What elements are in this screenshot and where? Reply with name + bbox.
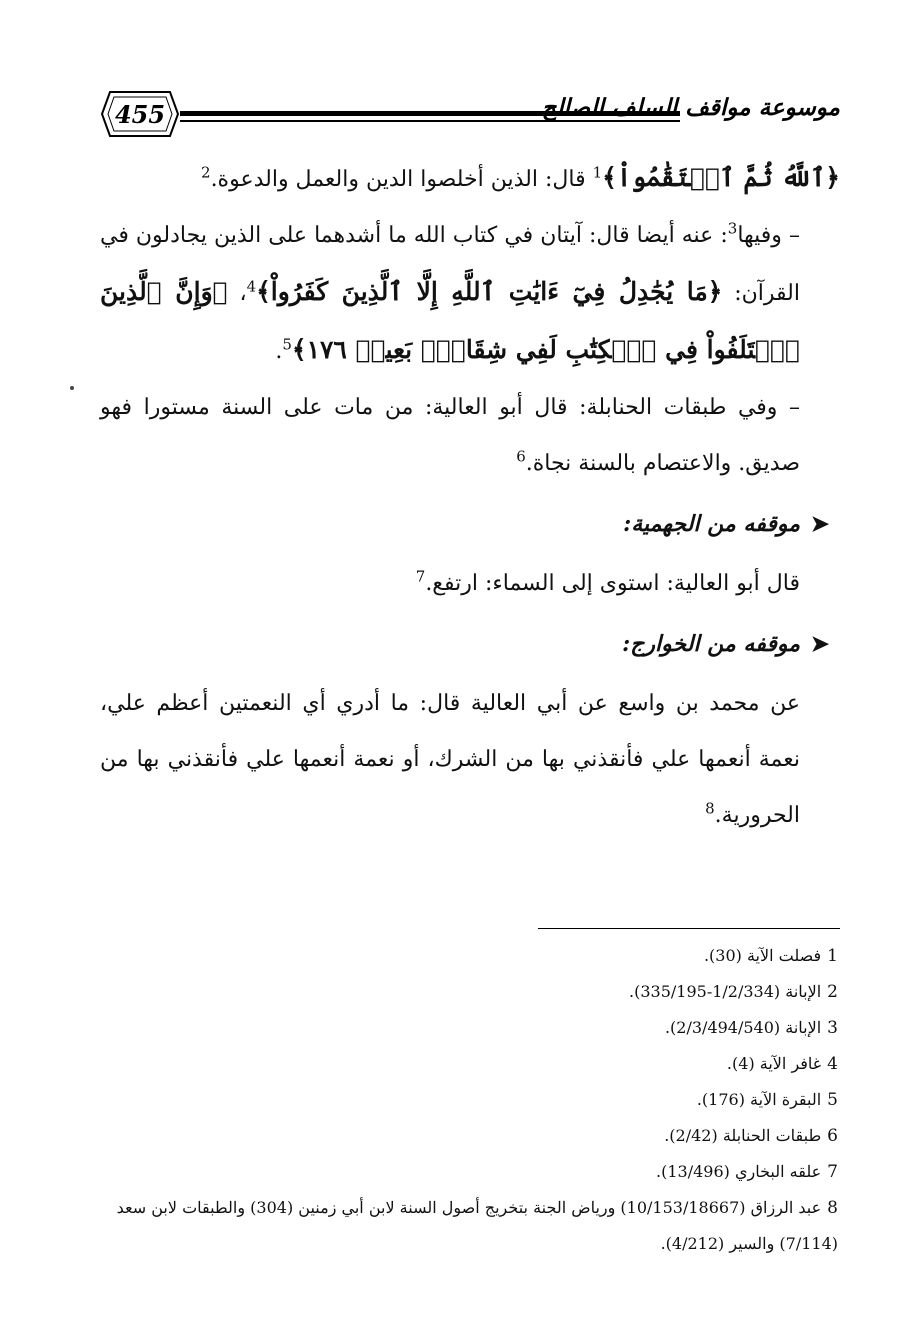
footnote [96, 1082, 838, 1118]
paragraph-1-text: قال: الذين أخلصوا الدين والعمل والدعوة. [210, 167, 593, 192]
paragraph-3 [100, 380, 840, 492]
series-title: موسوعة مواقف السلف الصالح [541, 94, 840, 121]
footnote-number: 3 [827, 1018, 838, 1038]
footnote [96, 1046, 838, 1082]
footnote-ref-8: 8 [705, 799, 715, 818]
page-header [100, 80, 840, 150]
paragraph-2 [100, 208, 840, 380]
footnote-number: 7 [827, 1162, 838, 1182]
footnote-text: الإبانة (2/3/494/540). [664, 1018, 822, 1037]
footnote [96, 1010, 838, 1046]
quran-bracket-close: ﴾ [602, 163, 617, 192]
quran-verse-1: ٱللَّهُ ثُمَّ ٱسۡتَقَٰمُواْ [616, 163, 826, 192]
footnote [96, 974, 838, 1010]
quran-bracket-open: ﴿ [825, 163, 840, 192]
footnote-number: 5 [827, 1090, 838, 1110]
page-number-badge [100, 88, 180, 140]
footnote [96, 1154, 838, 1190]
arrow-icon: ➤ [810, 511, 830, 537]
footnote-number: 2 [827, 982, 838, 1002]
section-heading-jahmiyya [100, 496, 840, 552]
main-text [100, 150, 840, 844]
footnote-number: 4 [827, 1054, 838, 1074]
footnote-number: 8 [827, 1198, 838, 1218]
footnote-ref-7: 7 [415, 567, 426, 586]
footnote-separator [538, 928, 840, 929]
scan-speck [70, 386, 74, 390]
paragraph-4 [100, 556, 840, 612]
footnote-text: البقرة الآية (176). [696, 1090, 822, 1109]
page-number: 455 [114, 100, 166, 129]
paragraph-5 [100, 676, 840, 844]
arrow-icon: ➤ [810, 631, 830, 657]
footnote-number: 6 [827, 1126, 838, 1146]
section-heading-jahmiyya-text: موقفه من الجهمية: [623, 511, 800, 537]
footnote-ref-5: 5 [282, 335, 292, 354]
paragraph-2-lead: – وفيها [737, 223, 800, 248]
paragraph-1 [100, 150, 840, 208]
footnote-ref-4: 4 [246, 277, 257, 296]
footnote-text: غافر الآية (4). [726, 1054, 822, 1073]
footnote [96, 1190, 838, 1262]
quran-verse-3: ﴿وَإِنَّ ٱلَّذِينَ ٱخۡتَلَفُواْ فِي ٱلۡكِتَٰبِ لَفِي شِقَاقِۭ بَعِيدٖ ١٧٦﴾ [100, 277, 800, 364]
footnotes [96, 938, 838, 1262]
footnote [96, 938, 838, 974]
footnote-text: عبد الرزاق (10/153/18667) ورياض الجنة بتخريج أصول السنة لابن أبي زمنين (304) والطبقات لابن سعد (7/114) والسير (4/212). [116, 1198, 838, 1253]
footnote-ref-1: 1 [592, 163, 603, 182]
footnote-number: 1 [827, 946, 838, 966]
footnote-text: علقه البخاري (13/496). [656, 1162, 822, 1181]
footnote-text: الإبانة (1/2/334-335/195). [629, 982, 822, 1001]
footnote-text: طبقات الحنابلة (2/42). [664, 1126, 822, 1145]
footnote-ref-3: 3 [727, 219, 738, 238]
footnote-ref-6: 6 [516, 447, 526, 466]
paragraph-2-text: : عنه أيضا قال: آيتان في كتاب الله ما أشدهما على الذين يجادلون في القرآن: [100, 223, 800, 306]
quran-verse-2: ﴿مَا يُجَٰدِلُ فِيٓ ءَايَٰتِ ٱللَّهِ إِلَّا ٱلَّذِينَ كَفَرُواْ﴾ [256, 277, 723, 306]
paragraph-5-text: عن محمد بن واسع عن أبي العالية قال: ما أدري أي النعمتين أعظم علي، نعمة أنعمها علي فأنقذني بها من الشرك، أو نعمة أنعمها علي فأنقذني بها من الحرورية. [100, 691, 800, 828]
paragraph-2-end: . [275, 339, 283, 364]
paragraph-2-sep: ، [227, 281, 247, 306]
footnote-text: فصلت الآية (30). [703, 946, 822, 965]
paragraph-4-text: قال أبو العالية: استوى إلى السماء: ارتفع. [425, 571, 800, 596]
paragraph-3-text: – وفي طبقات الحنابلة: قال أبو العالية: من مات على السنة مستورا فهو صديق. والاعتصام بالسنة نجاة. [100, 395, 800, 476]
section-heading-khawarij [100, 616, 840, 672]
section-heading-khawarij-text: موقفه من الخوارج: [622, 631, 800, 657]
footnote [96, 1118, 838, 1154]
footnote-ref-2: 2 [201, 163, 211, 182]
